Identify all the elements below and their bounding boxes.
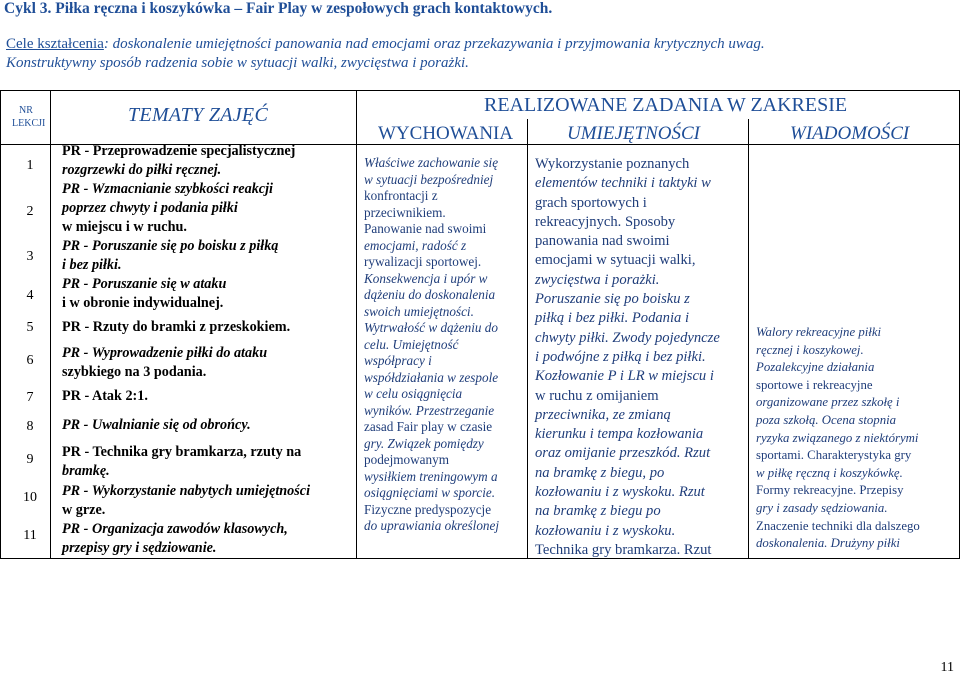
upbringing-line: przeciwnikiem.: [364, 204, 446, 220]
topic-line: w miejscu i w ruchu.: [62, 219, 187, 235]
topic-line: PR - Rzuty do bramki z przeskokiem.: [62, 319, 291, 335]
upbringing-line: celu. Umiejętność: [364, 336, 459, 352]
table-left-border: [0, 90, 1, 558]
topics-column-divider: [356, 90, 357, 558]
knowledge-column-text: [756, 324, 920, 553]
knowledge-line: Walory rekreacyjne piłki: [756, 325, 882, 339]
skills-header: UMIEJĘTNOŚCI: [567, 123, 700, 144]
lesson-number: 2: [26, 204, 34, 219]
upbringing-line: Właściwe zachowanie się: [364, 155, 499, 170]
topic-line: PR - Poruszanie się w ataku: [62, 276, 227, 292]
document-title: Cykl 3. Piłka ręczna i koszykówka – Fair Play w zespołowych grach kontaktowych.: [4, 0, 553, 17]
topic-line: PR - Wykorzystanie nabytych umiejętności: [62, 483, 311, 499]
goals-line-1: [6, 35, 765, 54]
knowledge-line: ryzyka związanego z niektórymi: [756, 430, 919, 445]
topic-line: PR - Technika gry bramkarza, rzuty na: [62, 444, 302, 460]
skills-line: rekreacyjnych. Sposoby: [535, 213, 676, 230]
upbringing-header: WYCHOWANIA: [378, 123, 514, 144]
skills-line: kozłowaniu i z wyskoku.: [535, 522, 676, 539]
tasks-header: REALIZOWANE ZADANIA W ZAKRESIE: [484, 94, 848, 116]
upbringing-line: emocjami, radość z: [364, 237, 467, 253]
skills-line: zwycięstwa i porażki.: [535, 271, 660, 288]
lesson-number: 8: [26, 419, 34, 434]
skills-line: w ruchu z omijaniem: [535, 387, 659, 404]
table-bottom-rule: [0, 558, 960, 559]
upbringing-line: do uprawiania określonej: [364, 518, 500, 533]
topics-header: TEMATY ZAJĘĆ: [128, 104, 269, 126]
skills-column-text: [535, 155, 720, 560]
topic-line: PR - Wzmacnianie szybkości reakcji: [62, 181, 273, 197]
upbringing-line: wysiłkiem treningowym a: [364, 468, 498, 484]
skills-line: na bramkę z biegu, po: [535, 464, 665, 481]
page-number: 11: [940, 660, 954, 675]
knowledge-line: poza szkołą. Ocena stopnia: [756, 412, 897, 427]
skills-line: Wykorzystanie poznanych: [535, 156, 690, 172]
upbringing-column-text: [364, 155, 499, 535]
knowledge-line: gry i zasady sędziowania.: [756, 500, 888, 515]
upbringing-column-divider: [527, 119, 528, 558]
upbringing-line: gry. Związek pomiędzy: [364, 435, 484, 451]
goals-line-2: Konstruktywny sposób radzenia sobie w sytuacji walki, zwycięstwa i porażki.: [6, 55, 469, 71]
upbringing-line: swoich umiejętności.: [364, 303, 474, 319]
lesson-topic: [62, 275, 226, 313]
lesson-number: 10: [23, 490, 37, 505]
upbringing-line: dążeniu do doskonalenia: [364, 287, 496, 302]
skills-column-divider: [748, 119, 749, 558]
topic-line: PR - Atak 2:1.: [62, 388, 148, 404]
topic-line: bramkę.: [62, 463, 110, 479]
knowledge-line: w piłkę ręczną i koszykówkę.: [756, 465, 903, 480]
lesson-number: 3: [26, 249, 34, 264]
topic-line: i w obronie indywidualnej.: [62, 295, 224, 311]
lesson-topic: [62, 180, 273, 237]
lesson-number: 7: [26, 390, 34, 405]
upbringing-line: współdziałania w zespole: [364, 369, 499, 385]
topic-line: PR - Uwalnianie się od obrońcy.: [62, 417, 251, 433]
skills-line: grach sportowych i: [535, 194, 647, 211]
knowledge-line: doskonalenia. Drużyny piłki: [756, 536, 900, 551]
skills-line: Technika gry bramkarza. Rzut: [535, 541, 712, 558]
upbringing-line: konfrontacji z: [364, 188, 438, 203]
topic-line: przepisy gry i sędziowanie.: [62, 540, 217, 556]
knowledge-line: organizowane przez szkołę i: [756, 395, 900, 410]
knowledge-line: sportami. Charakterystyka gry: [756, 448, 912, 463]
goals-paragraph: [6, 35, 765, 73]
upbringing-line: rywalizacji sportowej.: [364, 254, 482, 269]
topic-line: w grze.: [62, 502, 106, 518]
skills-line: przeciwnika, ze zmianą: [535, 406, 671, 423]
lesson-number: 11: [23, 528, 37, 543]
lesson-topic: [62, 237, 278, 275]
knowledge-line: ręcznej i koszykowej.: [756, 342, 864, 357]
upbringing-line: Panowanie nad swoimi: [364, 221, 487, 236]
nr-header-line-2: LEKCJI: [12, 118, 46, 129]
lesson-number: 5: [26, 320, 34, 335]
topic-line: rozgrzewki do piłki ręcznej.: [62, 162, 222, 178]
goals-line-1-text: : doskonalenie umiejętności panowania nad emocjami oraz przekazywania i przyjmowania krytycznych uwag.: [103, 36, 765, 52]
knowledge-line: sportowe i rekreacyjne: [756, 377, 873, 392]
skills-line: Poruszanie się po boisku z: [535, 291, 690, 308]
topic-line: poprzez chwyty i podania piłki: [62, 200, 238, 216]
skills-line: elementów techniki i taktyki w: [535, 175, 711, 192]
skills-line: oraz omijanie przeszkód. Rzut: [535, 445, 711, 462]
lesson-topic: [62, 387, 148, 406]
lesson-topic: [62, 482, 310, 520]
lesson-topic: [62, 520, 288, 558]
lesson-topic: [62, 344, 267, 382]
topic-line: i bez piłki.: [62, 257, 122, 273]
upbringing-line: podejmowanym: [364, 452, 449, 467]
nr-column-divider: [50, 90, 51, 558]
skills-line: kierunku i tempa kozłowania: [535, 426, 704, 443]
nr-lesson-header: [12, 104, 46, 130]
lesson-topic: [62, 142, 295, 180]
lesson-number: 4: [26, 288, 34, 303]
skills-line: panowania nad swoimi: [535, 233, 670, 250]
upbringing-line: w sytuacji bezpośredniej: [364, 171, 494, 187]
knowledge-line: Formy rekreacyjne. Przepisy: [756, 483, 904, 498]
upbringing-line: Wytrwałość w dążeniu do: [364, 320, 498, 335]
topic-line: PR - Organizacja zawodów klasowych,: [62, 521, 288, 537]
knowledge-line: Znaczenie techniki dla dalszego: [756, 518, 920, 533]
topic-line: szybkiego na 3 podania.: [62, 364, 207, 380]
upbringing-line: w celu osiągnięcia: [364, 386, 463, 401]
skills-line: Kozłowanie P i LR w miejscu i: [535, 368, 714, 385]
topic-line: PR - Poruszanie się po boisku z piłką: [62, 238, 279, 254]
lesson-topic: [62, 318, 290, 337]
knowledge-line: Pozalekcyjne działania: [756, 360, 875, 375]
lesson-topic: [62, 443, 301, 481]
upbringing-line: zasad Fair play w czasie: [364, 419, 493, 434]
upbringing-line: Fizyczne predyspozycje: [364, 501, 492, 517]
skills-line: emocjami w sytuacji walki,: [535, 252, 696, 269]
upbringing-line: Konsekwencja i upór w: [364, 270, 488, 286]
skills-line: chwyty piłki. Zwody pojedyncze: [535, 329, 720, 346]
upbringing-line: wyników. Przestrzeganie: [364, 402, 495, 418]
skills-line: piłką i bez piłki. Podania i: [535, 310, 690, 327]
knowledge-header: WIADOMOŚCI: [790, 123, 910, 144]
topic-line: PR - Przeprowadzenie specjalistycznej: [62, 143, 296, 159]
topic-line: PR - Wyprowadzenie piłki do ataku: [62, 345, 268, 361]
upbringing-line: osiągnięciami w sporcie.: [364, 485, 496, 500]
upbringing-line: współpracy i: [364, 353, 432, 368]
table-top-rule: [0, 90, 960, 91]
goals-label: Cele kształcenia: [6, 36, 104, 52]
lesson-number: 6: [26, 353, 34, 368]
nr-header-line-1: NR: [19, 105, 33, 116]
skills-line: kozłowaniu i z wyskoku. Rzut: [535, 484, 705, 501]
skills-line: i podwójne z piłką i bez piłki.: [535, 348, 706, 365]
lesson-number: 1: [26, 158, 34, 173]
lesson-topic: [62, 416, 251, 435]
lesson-number: 9: [26, 452, 34, 467]
skills-line: na bramkę z biegu po: [535, 503, 661, 520]
